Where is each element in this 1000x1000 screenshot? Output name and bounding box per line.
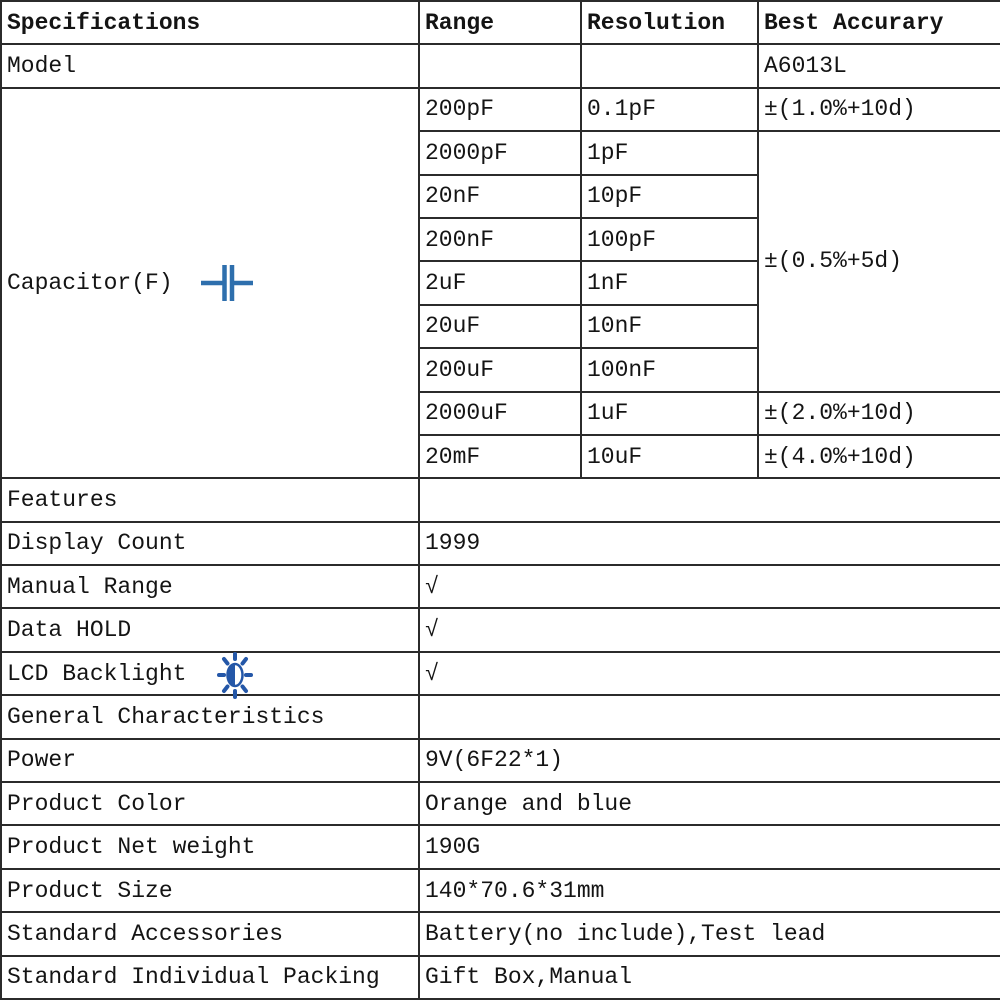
- features-section-label: Features: [1, 478, 419, 521]
- feature-value: 1999: [419, 522, 1000, 565]
- resolution-cell: 0.1pF: [581, 88, 758, 131]
- manual-range-row: [1, 565, 1000, 608]
- lcd-backlight-row: [1, 652, 1000, 695]
- standard-individual-packing-row: [1, 956, 1000, 999]
- range-cell: 20nF: [419, 175, 581, 218]
- general-value: Orange and blue: [419, 782, 1000, 825]
- header-row: [1, 1, 1000, 44]
- range-cell: 200nF: [419, 218, 581, 261]
- general-value: 190G: [419, 825, 1000, 868]
- range-cell: 20mF: [419, 435, 581, 478]
- capacitor-icon: [201, 261, 253, 305]
- resolution-cell: 10pF: [581, 175, 758, 218]
- general-section-row: [1, 695, 1000, 738]
- empty-cell: [419, 44, 581, 87]
- product-size-row: [1, 869, 1000, 912]
- model-label: Model: [1, 44, 419, 87]
- capacitor-cell: [1, 88, 419, 479]
- empty-cell: [419, 478, 1000, 521]
- range-cell: 2000uF: [419, 392, 581, 435]
- general-value: Gift Box,Manual: [419, 956, 1000, 999]
- power-row: [1, 739, 1000, 782]
- resolution-cell: 100nF: [581, 348, 758, 391]
- general-value: Battery(no include),Test lead: [419, 912, 1000, 955]
- model-row: [1, 44, 1000, 87]
- standard-accessories-row: [1, 912, 1000, 955]
- feature-label: Data HOLD: [1, 608, 419, 651]
- checkmark: √: [419, 608, 1000, 651]
- capacitor-label: Capacitor(F): [7, 270, 173, 297]
- general-label: Standard Individual Packing: [1, 956, 419, 999]
- resolution-cell: 1nF: [581, 261, 758, 304]
- resolution-cell: 1pF: [581, 131, 758, 174]
- backlight-sun-icon: [216, 654, 254, 694]
- range-cell: 2uF: [419, 261, 581, 304]
- general-value: 9V(6F22*1): [419, 739, 1000, 782]
- empty-cell: [419, 695, 1000, 738]
- range-cell: 20uF: [419, 305, 581, 348]
- model-value: A6013L: [758, 44, 1000, 87]
- table-row-200pF: [1, 88, 1000, 131]
- general-label: Product Size: [1, 869, 419, 912]
- accuracy-cell: ±(1.0%+10d): [758, 88, 1000, 131]
- general-section-label: General Characteristics: [1, 695, 419, 738]
- product-net-weight-row: [1, 825, 1000, 868]
- features-section-row: [1, 478, 1000, 521]
- accuracy-cell-merged: ±(0.5%+5d): [758, 131, 1000, 391]
- general-label: Product Color: [1, 782, 419, 825]
- empty-cell: [581, 44, 758, 87]
- checkmark: √: [419, 565, 1000, 608]
- general-label: Standard Accessories: [1, 912, 419, 955]
- resolution-cell: 10nF: [581, 305, 758, 348]
- resolution-cell: 1uF: [581, 392, 758, 435]
- accuracy-cell: ±(4.0%+10d): [758, 435, 1000, 478]
- range-cell: 2000pF: [419, 131, 581, 174]
- accuracy-cell: ±(2.0%+10d): [758, 392, 1000, 435]
- feature-label: Manual Range: [1, 565, 419, 608]
- resolution-cell: 100pF: [581, 218, 758, 261]
- range-cell: 200pF: [419, 88, 581, 131]
- product-color-row: [1, 782, 1000, 825]
- resolution-cell: 10uF: [581, 435, 758, 478]
- header-range: Range: [419, 1, 581, 44]
- feature-label: LCD Backlight: [7, 660, 187, 687]
- display-count-row: [1, 522, 1000, 565]
- feature-label: Display Count: [1, 522, 419, 565]
- data-hold-row: [1, 608, 1000, 651]
- general-value: 140*70.6*31mm: [419, 869, 1000, 912]
- feature-label-cell: [1, 652, 419, 695]
- checkmark: √: [419, 652, 1000, 695]
- header-best-accuracy: Best Accurary: [758, 1, 1000, 44]
- general-label: Product Net weight: [1, 825, 419, 868]
- header-specifications: Specifications: [1, 1, 419, 44]
- general-label: Power: [1, 739, 419, 782]
- range-cell: 200uF: [419, 348, 581, 391]
- header-resolution: Resolution: [581, 1, 758, 44]
